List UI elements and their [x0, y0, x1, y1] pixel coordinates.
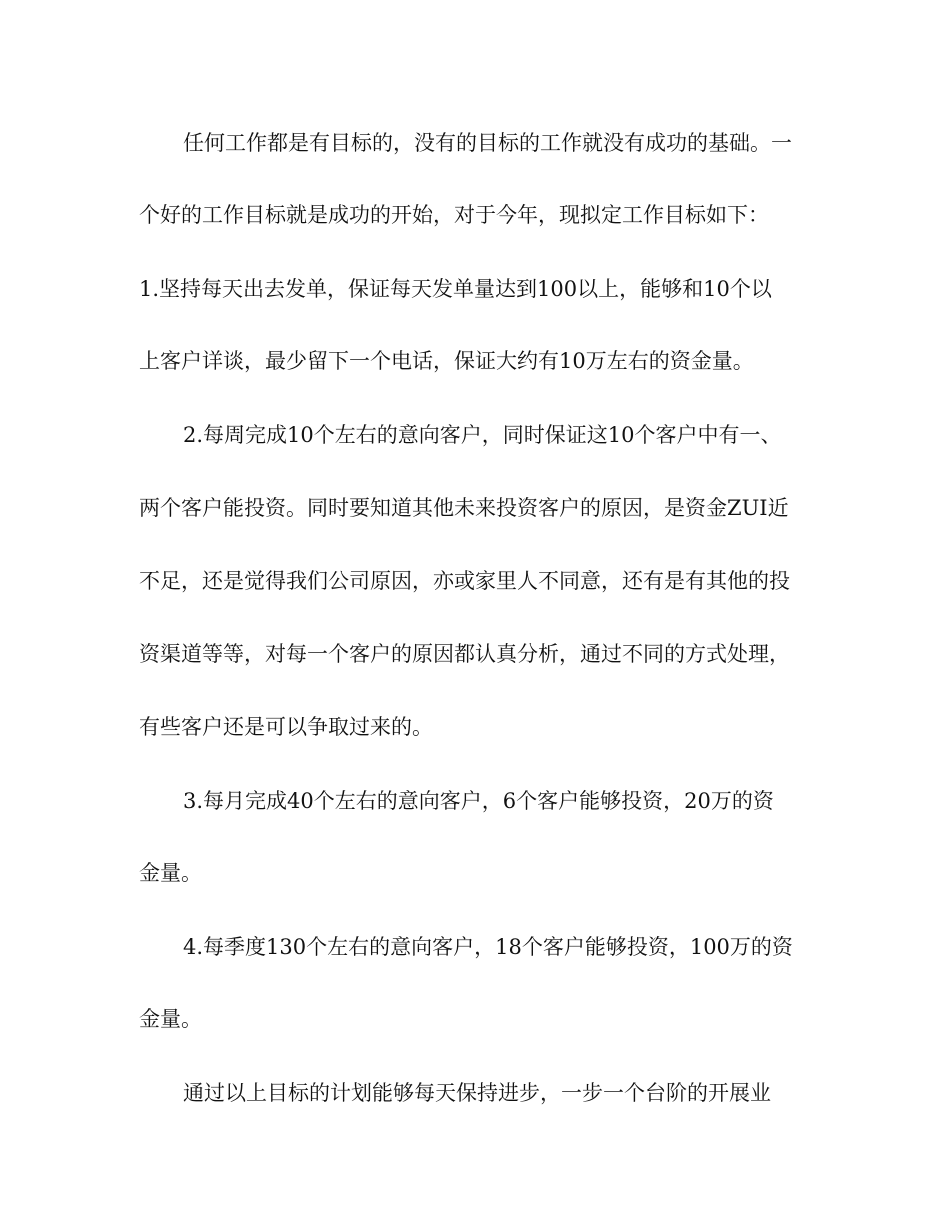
text-line: 不足，还是觉得我们公司原因，亦或家里人不同意，还有是有其他的投 — [139, 569, 790, 593]
text-line: 金量。 — [139, 861, 202, 885]
text-line: 两个客户能投资。同时要知道其他未来投资客户的原因，是资金ZUI近 — [139, 496, 789, 520]
text-line: 资渠道等等，对每一个客户的原因都认真分析，通过不同的方式处理， — [139, 642, 790, 666]
text-line: 有些客户还是可以争取过来的。 — [139, 715, 433, 739]
text-line: 个好的工作目标就是成功的开始，对于今年，现拟定工作目标如下： — [139, 203, 769, 227]
text-line: 2.每周完成10个左右的意向客户，同时保证这10个客户中有一、 — [183, 423, 782, 447]
text-line: 3.每月完成40个左右的意向客户，6个客户能够投资，20万的资 — [183, 789, 774, 813]
text-line: 金量。 — [139, 1007, 202, 1031]
text-line: 上客户详谈，最少留下一个电话，保证大约有10万左右的资金量。 — [139, 349, 754, 373]
text-line: 任何工作都是有目标的，没有的目标的工作就没有成功的基础。一 — [183, 131, 792, 155]
text-line: 通过以上目标的计划能够每天保持进步，一步一个台阶的开展业 — [183, 1081, 771, 1105]
text-line: 1.坚持每天出去发单，保证每天发单量达到100以上，能够和10个以 — [139, 277, 772, 301]
text-line: 4.每季度130个左右的意向客户，18个客户能够投资，100万的资 — [183, 935, 793, 959]
